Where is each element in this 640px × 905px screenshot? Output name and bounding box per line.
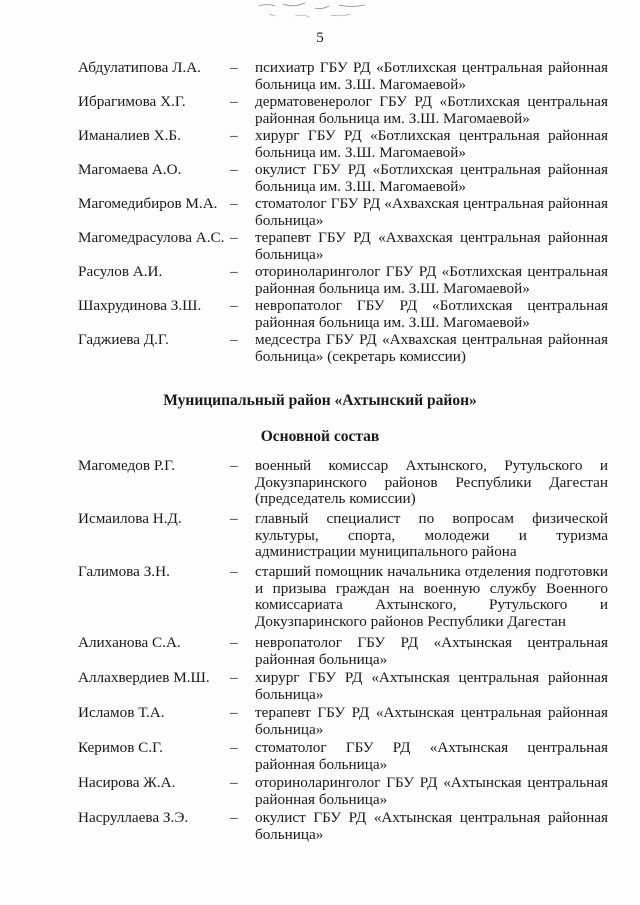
member-row: [78, 128, 608, 162]
member-dash: –: [230, 563, 238, 580]
member-dash: –: [230, 669, 238, 686]
district-heading: Муниципальный район «Ахтынский район»: [163, 392, 477, 409]
composition-heading: Основной состав: [260, 428, 380, 445]
member-role: дерматовенеролог ГБУ РД «Ботлихская центральная районная больница им. З.Ш. Магомаевой»: [255, 93, 608, 127]
member-role: главный специалист по вопросам физической культуры, спорта, молодежи и туризма администрации муниципального района: [255, 510, 608, 560]
member-row: [78, 196, 608, 230]
member-row: [78, 162, 608, 196]
member-name: Исмаилова Н.Д.: [78, 510, 182, 527]
member-name: Керимов С.Г.: [78, 739, 163, 756]
member-dash: –: [230, 739, 238, 756]
page-number: 5: [316, 30, 324, 46]
member-name: Магомедибиров М.А.: [78, 195, 218, 212]
member-row: [78, 635, 608, 670]
member-dash: –: [230, 59, 238, 76]
member-name: Магомаева А.О.: [78, 161, 182, 178]
member-dash: –: [230, 229, 238, 246]
member-row: [78, 264, 608, 298]
member-row: [78, 94, 608, 128]
member-role: окулист ГБУ РД «Ахтынская центральная районная больница»: [255, 809, 608, 843]
member-role: стоматолог ГБУ РД «Ахвахская центральная районная больница»: [255, 195, 608, 229]
member-row: [78, 810, 608, 845]
member-role: хирург ГБУ РД «Ботлихская центральная районная больница им. З.Ш. Магомаевой»: [255, 127, 608, 161]
member-dash: –: [230, 127, 238, 144]
member-row: [78, 511, 608, 564]
member-name: Насирова Ж.А.: [78, 774, 176, 791]
member-row: [78, 670, 608, 705]
scan-artifact-marks: [255, 0, 385, 22]
member-list-top: [78, 60, 608, 366]
member-list-bottom: [78, 458, 608, 845]
member-name: Абдулатипова Л.А.: [78, 59, 201, 76]
member-name: Иманалиев Х.Б.: [78, 127, 181, 144]
member-dash: –: [230, 195, 238, 212]
member-dash: –: [230, 161, 238, 178]
member-name: Ибрагимова Х.Г.: [78, 93, 186, 110]
member-dash: –: [230, 297, 238, 314]
member-row: [78, 775, 608, 810]
member-row: [78, 60, 608, 94]
member-role: невропатолог ГБУ РД «Ботлихская центральная районная больница им. З.Ш. Магомаевой»: [255, 297, 608, 331]
member-dash: –: [230, 809, 238, 826]
member-name: Насруллаева З.Э.: [78, 809, 189, 826]
member-role: невропатолог ГБУ РД «Ахтынская центральная районная больница»: [255, 634, 608, 668]
member-role: медсестра ГБУ РД «Ахвахская центральная районная больница» (секретарь комиссии): [255, 331, 608, 365]
member-name: Расулов А.И.: [78, 263, 163, 280]
member-name: Аллахвердиев М.Ш.: [78, 669, 210, 686]
member-name: Магомедрасулова А.С.: [78, 229, 225, 246]
member-role: оториноларинголог ГБУ РД «Ахтынская центральная районная больница»: [255, 774, 608, 808]
member-role: военный комиссар Ахтынского, Рутульского и Докузпаринского районов Республики Дагестан (председатель комиссии): [255, 457, 608, 507]
member-name: Гаджиева Д.Г.: [78, 331, 169, 348]
member-row: [78, 298, 608, 332]
member-role: хирург ГБУ РД «Ахтынская центральная районная больница»: [255, 669, 608, 703]
member-role: оториноларинголог ГБУ РД «Ботлихская центральная районная больница им. З.Ш. Магомаевой»: [255, 263, 608, 297]
member-role: старший помощник начальника отделения подготовки и призыва граждан на военную службу Военного комиссариата Ахтынского, Рутульского и Докузпаринского районов Республики Дагестан: [255, 563, 608, 630]
member-dash: –: [230, 457, 238, 474]
member-dash: –: [230, 263, 238, 280]
member-name: Магомедов Р.Г.: [78, 457, 176, 474]
member-dash: –: [230, 774, 238, 791]
member-role: стоматолог ГБУ РД «Ахтынская центральная районная больница»: [255, 739, 608, 773]
member-dash: –: [230, 93, 238, 110]
member-row: [78, 230, 608, 264]
member-row: [78, 564, 608, 635]
member-dash: –: [230, 634, 238, 651]
member-dash: –: [230, 331, 238, 348]
member-role: окулист ГБУ РД «Ботлихская центральная районная больница им. З.Ш. Магомаевой»: [255, 161, 608, 195]
member-name: Исламов Т.А.: [78, 704, 165, 721]
member-dash: –: [230, 704, 238, 721]
member-name: Алиханова С.А.: [78, 634, 181, 651]
member-role: терапевт ГБУ РД «Ахвахская центральная районная больница»: [255, 229, 608, 263]
member-row: [78, 332, 608, 366]
member-role: психиатр ГБУ РД «Ботлихская центральная районная больница им. З.Ш. Магомаевой»: [255, 59, 608, 93]
member-row: [78, 740, 608, 775]
member-row: [78, 458, 608, 511]
member-name: Шахрудинова З.Ш.: [78, 297, 202, 314]
member-dash: –: [230, 510, 238, 527]
member-role: терапевт ГБУ РД «Ахтынская центральная районная больница»: [255, 704, 608, 738]
member-name: Галимова З.Н.: [78, 563, 170, 580]
member-row: [78, 705, 608, 740]
